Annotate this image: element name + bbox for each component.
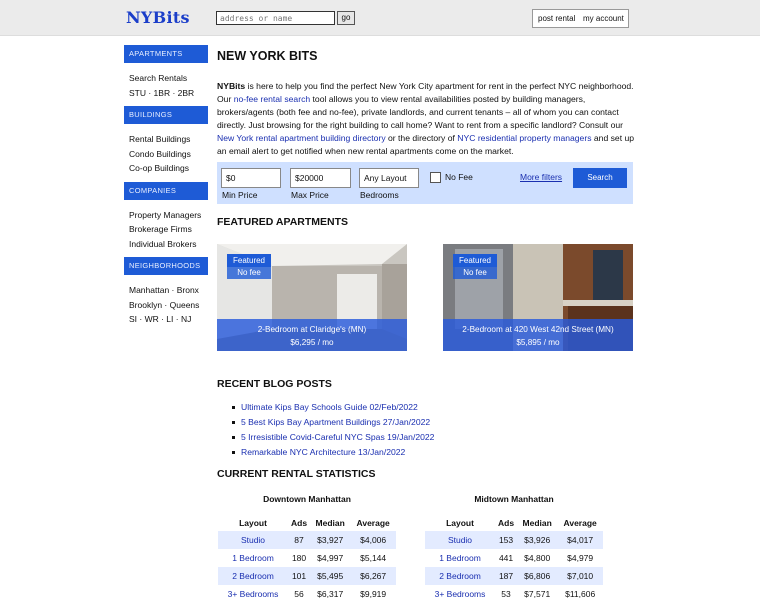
blog-post-link[interactable]: 5 Irresistible Covid-Careful NYC Spas 19/Jan/2022: [241, 430, 434, 445]
stats-area-title: Downtown Manhattan: [263, 494, 351, 504]
sidebar-heading-companies: COMPANIES: [124, 182, 208, 200]
address-search-input[interactable]: [216, 11, 335, 25]
no-fee-label: No Fee: [445, 172, 473, 182]
sidebar-heading-neighborhoods: NEIGHBORHOODS: [124, 257, 208, 275]
account-box: [532, 9, 629, 28]
stats-table-midtown: [425, 494, 603, 600]
median-cell: $5,495: [310, 567, 350, 585]
table-row: [425, 549, 603, 567]
ads-cell: 101: [288, 567, 310, 585]
main-content: [217, 45, 633, 63]
col-median: Median: [315, 518, 345, 528]
median-cell: $4,997: [317, 553, 344, 563]
sidebar-item-search-rentals[interactable]: Search Rentals: [129, 73, 188, 83]
min-price-label: Min Price: [222, 190, 258, 200]
intro-paragraph: [217, 80, 635, 158]
col-ads: Ads: [498, 518, 515, 528]
sidebar-item-individual-brokers[interactable]: Individual Brokers: [129, 238, 197, 249]
no-fee-search-link[interactable]: no-fee rental search: [233, 94, 311, 104]
featured-title: 2-Bedroom at Claridge's (MN): [257, 325, 367, 334]
featured-price: $6,295 / mo: [290, 338, 334, 347]
sidebar-group-companies: [124, 200, 208, 258]
average-cell: $4,017: [557, 531, 603, 549]
sidebar-item-property-managers[interactable]: Property Managers: [129, 209, 202, 220]
col-layout: Layout: [446, 518, 474, 528]
average-cell: $7,010: [557, 567, 603, 585]
bedrooms-label: Bedrooms: [360, 190, 399, 200]
blog-post-link[interactable]: Remarkable NYC Architecture 13/Jan/2022: [241, 445, 434, 460]
ads-cell: 153: [495, 531, 517, 549]
min-price-input[interactable]: $0: [221, 168, 281, 188]
col-average: Average: [563, 518, 597, 528]
blog-post-link[interactable]: Ultimate Kips Bay Schools Guide 02/Feb/2022: [241, 400, 434, 415]
average-cell: $11,606: [565, 589, 596, 599]
layout-link[interactable]: 1 Bedroom: [439, 553, 481, 563]
table-row: [218, 567, 396, 585]
featured-card-1[interactable]: [217, 244, 407, 351]
featured-heading: FEATURED APARTMENTS: [217, 216, 349, 228]
my-account-link[interactable]: my account: [583, 14, 624, 23]
featured-caption: [443, 319, 633, 351]
layout-link[interactable]: Studio: [218, 531, 288, 549]
layout-link[interactable]: 1 Bedroom: [232, 553, 274, 563]
table-row: [425, 585, 603, 600]
blog-list: [241, 400, 434, 460]
ads-cell: 180: [291, 553, 307, 563]
col-layout: Layout: [239, 518, 267, 528]
featured-caption: [217, 319, 407, 351]
sidebar-item-brooklyn-queens[interactable]: Brooklyn · Queens: [129, 299, 200, 310]
top-bar: [0, 0, 760, 36]
median-cell: $6,317: [317, 589, 344, 599]
average-cell: $9,919: [360, 589, 387, 599]
sidebar-group-neighborhoods: [124, 275, 208, 333]
col-ads: Ads: [291, 518, 308, 528]
sidebar-item-si-wr-li-nj[interactable]: SI · WR · LI · NJ: [129, 314, 192, 324]
sidebar: [124, 45, 208, 333]
sidebar-item-brokerage-firms[interactable]: Brokerage Firms: [129, 224, 192, 234]
average-cell: $4,979: [567, 553, 594, 563]
nybits-logo[interactable]: NYBits: [126, 8, 190, 27]
search-filter-bar: [217, 162, 633, 204]
layout-link[interactable]: 3+ Bedrooms: [434, 589, 486, 599]
ads-cell: 53: [501, 589, 511, 599]
col-median: Median: [522, 518, 552, 528]
ads-cell: 441: [498, 553, 514, 563]
featured-price: $5,895 / mo: [516, 338, 560, 347]
max-price-input[interactable]: $20000: [290, 168, 351, 188]
blog-heading: RECENT BLOG POSTS: [217, 378, 332, 390]
no-fee-badge: No fee: [453, 267, 497, 279]
ads-cell: 187: [495, 567, 517, 585]
median-cell: $3,927: [310, 531, 350, 549]
table-row: [425, 567, 603, 585]
sidebar-heading-buildings: BUILDINGS: [124, 106, 208, 124]
building-directory-link[interactable]: New York rental apartment building directory: [217, 133, 386, 143]
no-fee-badge: No fee: [227, 267, 271, 279]
intro-text-2: tool allows you to view rental availabilities posted by building managers, brokers/agents (both fee and no-fee), private landlords, and current tenants – all of whom you can contact directly. Just browsing for the right building to call home? Want to rent from a specific landlord? Consult our: [217, 94, 624, 130]
ads-cell: 56: [294, 589, 304, 599]
layout-select[interactable]: Any Layout: [359, 168, 419, 188]
table-row: [218, 531, 396, 549]
median-cell: $4,800: [524, 553, 551, 563]
layout-link[interactable]: Studio: [425, 531, 495, 549]
sidebar-group-apartments: [124, 63, 208, 106]
sidebar-group-buildings: [124, 124, 208, 182]
go-button[interactable]: go: [337, 11, 355, 25]
sidebar-item-condo-buildings[interactable]: Condo Buildings: [129, 148, 191, 159]
col-average: Average: [356, 518, 390, 528]
average-cell: $5,144: [360, 553, 387, 563]
intro-text-3: or the directory of: [385, 133, 458, 143]
more-filters-link[interactable]: More filters: [520, 172, 563, 182]
layout-link[interactable]: 3+ Bedrooms: [227, 589, 279, 599]
average-cell: $6,267: [350, 567, 396, 585]
average-cell: $4,006: [350, 531, 396, 549]
no-fee-checkbox[interactable]: [430, 172, 441, 183]
featured-badge: Featured: [227, 254, 271, 267]
sidebar-item-unit-sizes[interactable]: STU · 1BR · 2BR: [129, 87, 195, 98]
featured-card-2[interactable]: [443, 244, 633, 351]
intro-text-1: is here to help you find the perfect New York City apartment for rent in the perfect NYC neighborhood. Our: [217, 81, 634, 104]
sidebar-item-manhattan-bronx[interactable]: Manhattan · Bronx: [129, 285, 199, 295]
table-row: [218, 549, 396, 567]
median-cell: $6,806: [517, 567, 557, 585]
property-managers-link[interactable]: NYC residential property managers: [457, 133, 592, 143]
intro-text-4: and set up an email alert to get notified when new rental apartments come on the market.: [217, 133, 635, 156]
featured-badge: Featured: [453, 254, 497, 267]
layout-link[interactable]: 2 Bedroom: [218, 567, 288, 585]
blog-post-link[interactable]: 5 Best Kips Bay Apartment Buildings 27/Jan/2022: [241, 415, 434, 430]
sidebar-heading-apartments: APARTMENTS: [124, 45, 208, 63]
page-title: NEW YORK BITS: [217, 49, 318, 63]
table-row: [425, 531, 603, 549]
post-rental-link[interactable]: post rental: [538, 14, 576, 23]
layout-link[interactable]: 2 Bedroom: [425, 567, 495, 585]
stats-table-downtown: [218, 494, 396, 600]
sidebar-item-rental-buildings[interactable]: Rental Buildings: [129, 134, 191, 144]
intro-brand: NYBits: [217, 81, 246, 91]
max-price-label: Max Price: [291, 190, 329, 200]
featured-title: 2-Bedroom at 420 West 42nd Street (MN): [462, 325, 614, 334]
table-row: [218, 585, 396, 600]
stats-area-title: Midtown Manhattan: [474, 494, 554, 504]
search-button[interactable]: Search: [573, 168, 627, 188]
stats-heading: CURRENT RENTAL STATISTICS: [217, 468, 376, 480]
median-cell: $3,926: [517, 531, 557, 549]
median-cell: $7,571: [524, 589, 551, 599]
sidebar-item-coop-buildings[interactable]: Co-op Buildings: [129, 163, 190, 173]
ads-cell: 87: [288, 531, 310, 549]
